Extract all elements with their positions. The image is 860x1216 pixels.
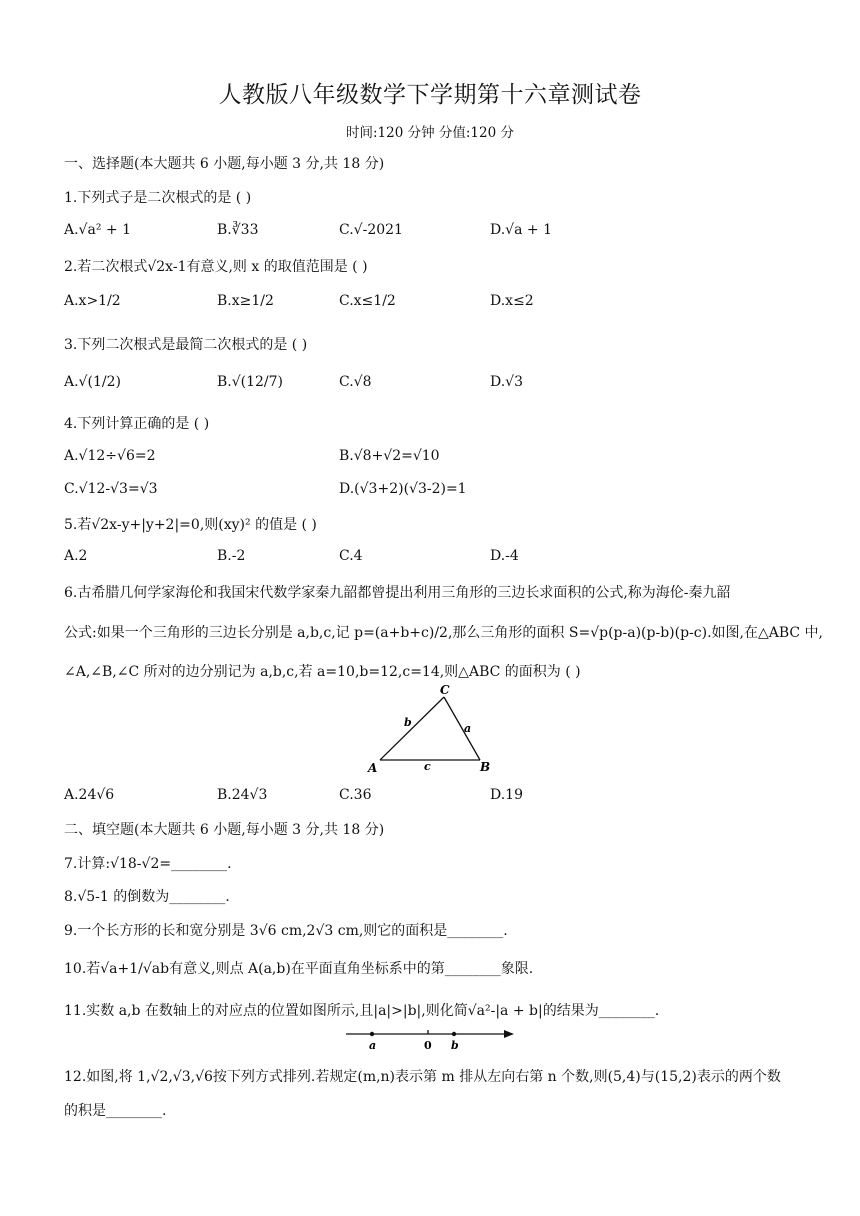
q1-option-a: A.√a² + 1 — [64, 222, 131, 238]
q3-option-b: B.√(12/7) — [217, 374, 284, 390]
q9: 9.一个长方形的长和宽分别是 3√6 cm,2√3 cm,则它的面积是________. — [64, 923, 508, 939]
q5-option-d: D.-4 — [490, 548, 519, 564]
q6-line-1: 6.古希腊几何学家海伦和我国宋代数学家秦九韶都曾提出利用三角形的三边长求面积的公式,称为海伦-秦九韶 — [64, 585, 731, 601]
q1-option-d: D.√a + 1 — [490, 222, 552, 238]
q11: 11.实数 a,b 在数轴上的对应点的位置如图所示,且|a|>|b|,则化简√a²-|a + b|的结果为________. — [64, 1003, 660, 1019]
q2-option-b: B.x≥1/2 — [217, 293, 274, 309]
page-title: 人教版八年级数学下学期第十六章测试卷 — [218, 82, 642, 108]
q12-line-1: 12.如图,将 1,√2,√3,√6按下列方式排列.若规定(m,n)表示第 m 排从左向右第 n 个数,则(5,4)与(15,2)表示的两个数 — [64, 1069, 781, 1085]
q4-option-a: A.√12÷√6=2 — [64, 448, 156, 464]
q1-option-b: B.∛33 — [217, 222, 259, 238]
q6-option-d: D.19 — [490, 787, 523, 803]
origin-label: 0 — [424, 1039, 432, 1052]
q2-option-a: A.x>1/2 — [64, 293, 121, 309]
q1-stem: 1.下列式子是二次根式的是 ( ) — [64, 190, 252, 206]
point-a — [370, 1032, 374, 1036]
q10: 10.若√a+1/√ab有意义,则点 A(a,b)在平面直角坐标系中的第________象限. — [64, 961, 534, 977]
point-a-label: a — [369, 1039, 377, 1052]
q2-option-d: D.x≤2 — [490, 293, 534, 309]
q2-stem: 2.若二次根式√2x-1有意义,则 x 的取值范围是 ( ) — [64, 259, 368, 275]
q12-line-2: 的积是________. — [64, 1103, 167, 1119]
q4-option-b: B.√8+√2=√10 — [339, 448, 440, 464]
side-a — [444, 697, 480, 760]
q4-stem: 4.下列计算正确的是 ( ) — [64, 416, 210, 432]
q1-option-c: C.√-2021 — [339, 222, 403, 238]
q5-option-c: C.4 — [339, 548, 363, 564]
arrow-right-icon — [504, 1030, 514, 1038]
point-b — [452, 1032, 456, 1036]
side-a-label: a — [464, 722, 472, 735]
exam-info: 时间:120 分钟 分值:120 分 — [345, 125, 514, 141]
side-b — [380, 697, 444, 760]
number-line-figure — [340, 1024, 520, 1052]
q6-option-a: A.24√6 — [64, 787, 115, 803]
q4-option-c: C.√12-√3=√3 — [64, 481, 158, 497]
q3-option-a: A.√(1/2) — [64, 374, 121, 390]
q6-option-b: B.24√3 — [217, 787, 268, 803]
q3-stem: 3.下列二次根式是最简二次根式的是 ( ) — [64, 337, 308, 353]
side-c-label: c — [424, 760, 431, 773]
q5-stem: 5.若√2x-y+|y+2|=0,则(xy)² 的值是 ( ) — [64, 517, 317, 533]
side-b-label: b — [404, 716, 412, 729]
q8: 8.√5-1 的倒数为________. — [64, 889, 230, 905]
q7: 7.计算:√18-√2=________. — [64, 856, 232, 872]
q3-option-d: D.√3 — [490, 374, 524, 390]
q4-option-d: D.(√3+2)(√3-2)=1 — [339, 481, 467, 497]
point-b-label: b — [451, 1039, 459, 1052]
q5-option-a: A.2 — [64, 548, 88, 564]
q5-option-b: B.-2 — [217, 548, 246, 564]
vertex-a-label: A — [368, 761, 378, 774]
q6-line-3: ∠A,∠B,∠C 所对的边分别记为 a,b,c,若 a=10,b=12,c=14,则△ABC 的面积为 ( ) — [64, 664, 581, 680]
triangle-abc-figure — [360, 682, 500, 774]
q2-option-c: C.x≤1/2 — [339, 293, 396, 309]
section-fill-heading: 二、填空题(本大题共 6 小题,每小题 3 分,共 18 分) — [64, 822, 385, 838]
section-choice-heading: 一、选择题(本大题共 6 小题,每小题 3 分,共 18 分) — [64, 156, 385, 172]
q6-line-2: 公式:如果一个三角形的三边长分别是 a,b,c,记 p=(a+b+c)/2,那么三角形的面积 S=√p(p-a)(p-b)(p-c).如图,在△ABC 中, — [64, 625, 824, 641]
vertex-b-label: B — [480, 760, 491, 774]
vertex-c-label: C — [440, 683, 450, 697]
q6-option-c: C.36 — [339, 787, 372, 803]
q3-option-c: C.√8 — [339, 374, 372, 390]
